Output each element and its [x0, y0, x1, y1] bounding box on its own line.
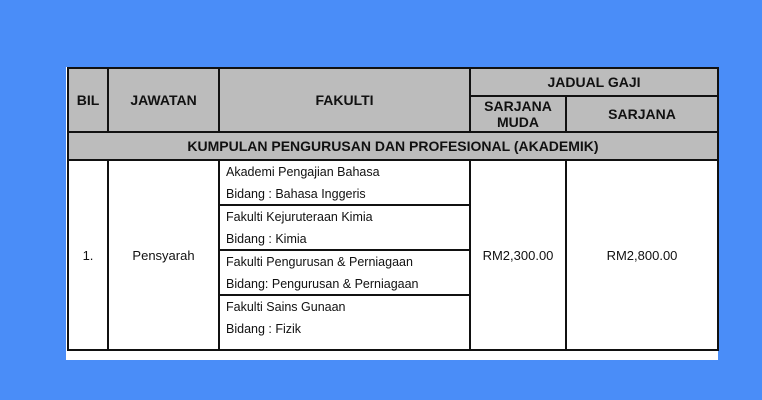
fakulti-bidang: Bidang : Kimia [226, 232, 307, 246]
row-gaji-sarjana-muda: RM2,300.00 [470, 160, 566, 350]
fakulti-name: Fakulti Pengurusan & Perniagaan [226, 255, 413, 269]
fakulti-bidang: Bidang: Pengurusan & Perniagaan [226, 277, 419, 291]
fakulti-bidang: Bidang : Fizik [226, 322, 302, 336]
fakulti-bidang: Bidang : Bahasa Inggeris [226, 187, 366, 201]
header-jawatan: JAWATAN [108, 68, 219, 132]
row-gaji-sarjana: RM2,800.00 [566, 160, 718, 350]
fakulti-item [220, 161, 469, 206]
header-fakulti: FAKULTI [219, 68, 470, 132]
fakulti-name: Akademi Pengajian Bahasa [226, 165, 380, 179]
fakulti-name: Fakulti Sains Gunaan [226, 300, 346, 314]
fakulti-item [220, 206, 469, 251]
header-sarjana: SARJANA [566, 96, 718, 132]
group-title: KUMPULAN PENGURUSAN DAN PROFESIONAL (AKADEMIK) [68, 132, 718, 160]
row-fakulti [219, 160, 470, 350]
salary-table [67, 67, 719, 351]
fakulti-item [220, 296, 469, 341]
fakulti-item [220, 251, 469, 296]
header-jadual-gaji: JADUAL GAJI [470, 68, 718, 96]
table-row [68, 160, 718, 350]
row-bil: 1. [68, 160, 108, 350]
header-bil: BIL [68, 68, 108, 132]
fakulti-name: Fakulti Kejuruteraan Kimia [226, 210, 373, 224]
row-jawatan: Pensyarah [108, 160, 219, 350]
header-sarjana-muda: SARJANA MUDA [470, 96, 566, 132]
